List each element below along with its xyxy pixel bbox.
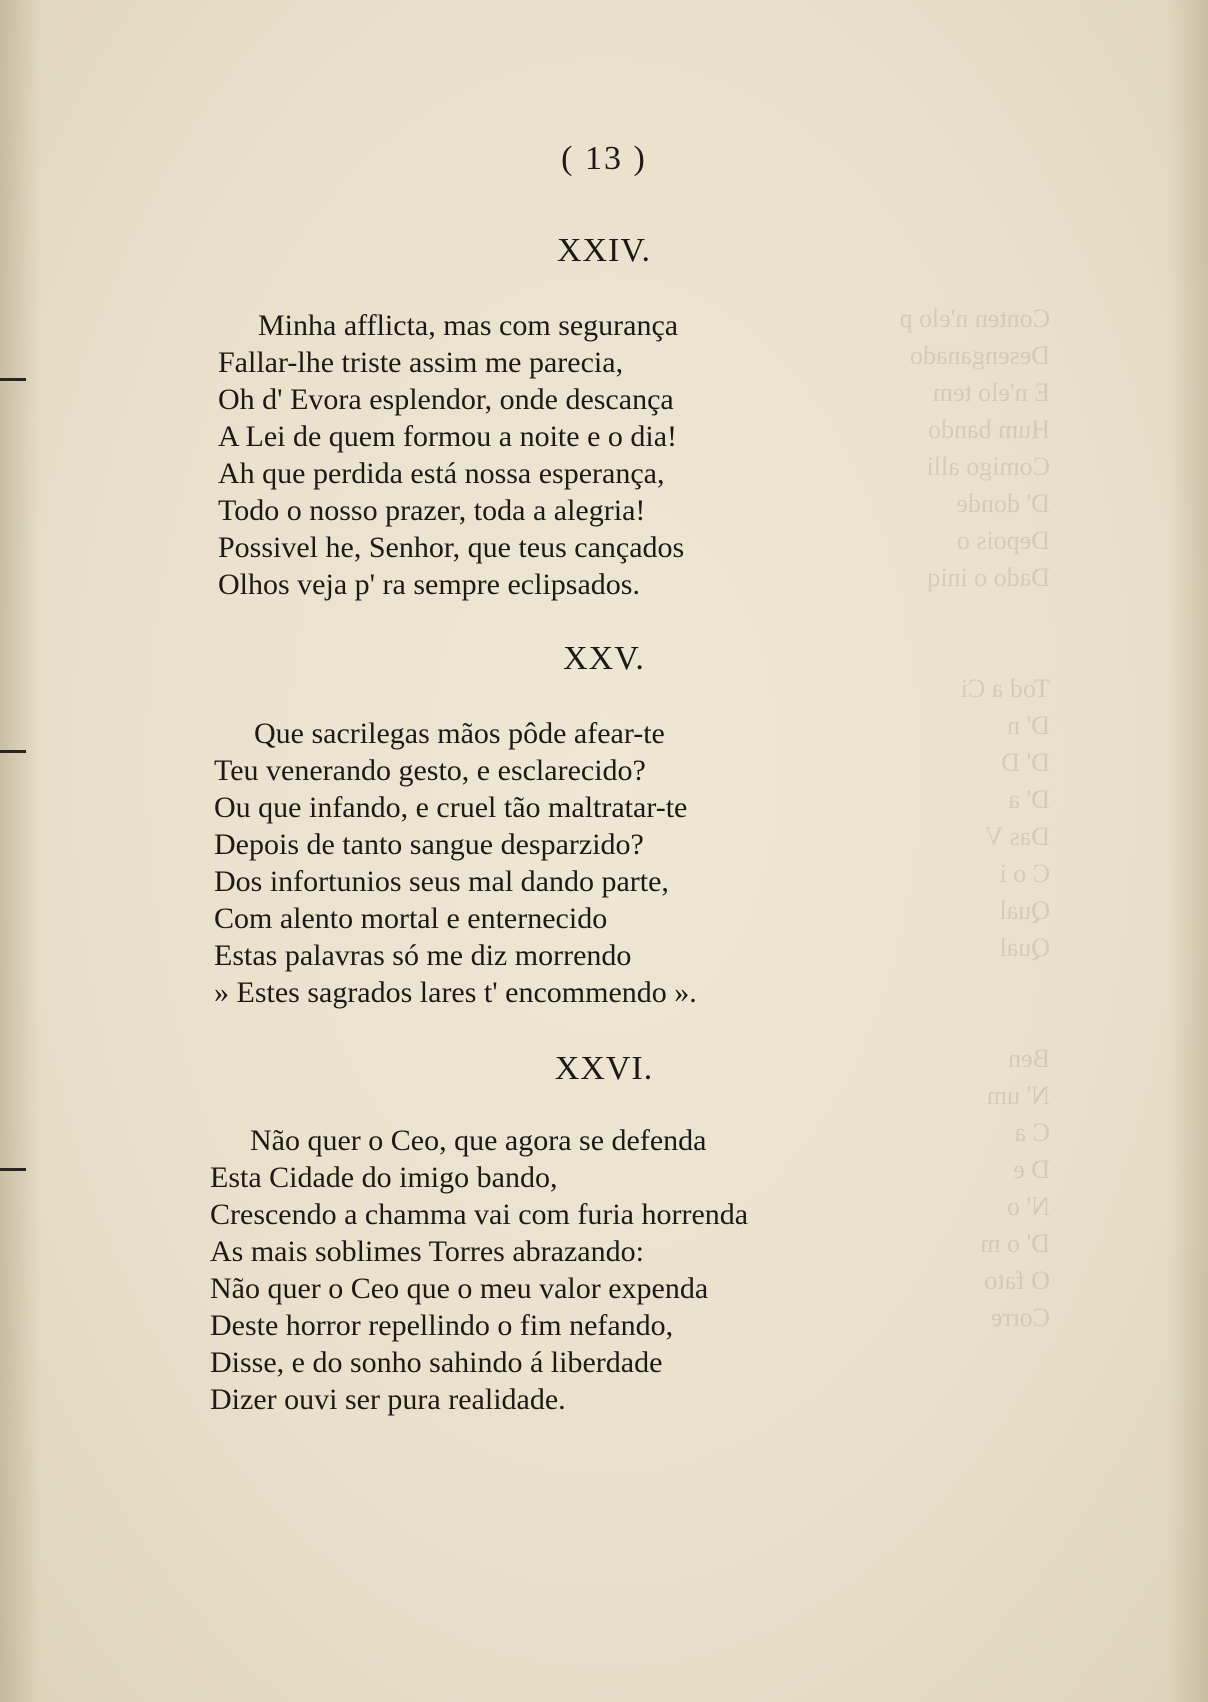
verse-line: Minha afflicta, mas com segurança: [258, 309, 679, 342]
verse-line: Estas palavras só me diz morrendo: [214, 939, 632, 972]
margin-mark: [0, 378, 26, 381]
verse-line: Teu venerando gesto, e esclarecido?: [214, 754, 646, 787]
verse-line: » Estes sagrados lares t' encommendo ».: [214, 976, 697, 1009]
verse-line: Não quer o Ceo que o meu valor expenda: [210, 1272, 709, 1305]
stanza-xxv: [214, 715, 697, 1011]
verse-line: Depois de tanto sangue desparzido?: [214, 828, 644, 861]
stanza-xxvi: [210, 1122, 748, 1418]
verse-line: Dizer ouvi ser pura realidade.: [210, 1383, 566, 1416]
margin-mark: [0, 750, 26, 753]
stanza-heading-xxv: XXV.: [563, 640, 645, 677]
verse-line: Dos infortunios seus mal dando parte,: [214, 865, 669, 898]
verse-line: Deste horror repellindo o fim nefando,: [210, 1309, 674, 1342]
margin-mark: [0, 1168, 26, 1171]
verse-line: Fallar-lhe triste assim me parecia,: [218, 346, 624, 379]
verse-line: Que sacrilegas mãos pôde afear-te: [254, 717, 665, 750]
page-number: ( 13 ): [561, 140, 647, 177]
stanza-heading-xxvi: XXVI.: [554, 1050, 654, 1087]
verse-line: Não quer o Ceo, que agora se defenda: [250, 1124, 707, 1157]
show-through-text-decoration: Conten n'elo p Desenganado E n'elo tem Hum bando Comigo alli D' donde Depois o Dado o iniq Tod a Ci D' n D' D D' a Das V C o i Qual Qual Ben N' um C a D e N' o D' o m O fato Corre: [899, 304, 1050, 1332]
verse-line: Ah que perdida está nossa esperança,: [218, 457, 665, 490]
verse-line: A Lei de quem formou a noite e o dia!: [218, 420, 678, 453]
verse-line: Olhos veja p' ra sempre eclipsados.: [218, 568, 640, 601]
verse-line: Ou que infando, e cruel tão maltratar-te: [214, 791, 688, 824]
verse-line: Possivel he, Senhor, que teus cançados: [218, 531, 685, 564]
stanza-xxiv: [218, 307, 684, 603]
verse-line: Com alento mortal e enternecido: [214, 902, 608, 935]
verse-line: Oh d' Evora esplendor, onde descança: [218, 383, 674, 416]
stanza-heading-xxiv: XXIV.: [556, 232, 652, 269]
verse-line: Disse, e do sonho sahindo á liberdade: [210, 1346, 663, 1379]
verse-line: Crescendo a chamma vai com furia horrenda: [210, 1198, 749, 1231]
verse-line: As mais soblimes Torres abrazando:: [210, 1235, 644, 1268]
verse-line: Todo o nosso prazer, toda a alegria!: [218, 494, 646, 527]
verse-line: Esta Cidade do imigo bando,: [210, 1161, 558, 1194]
